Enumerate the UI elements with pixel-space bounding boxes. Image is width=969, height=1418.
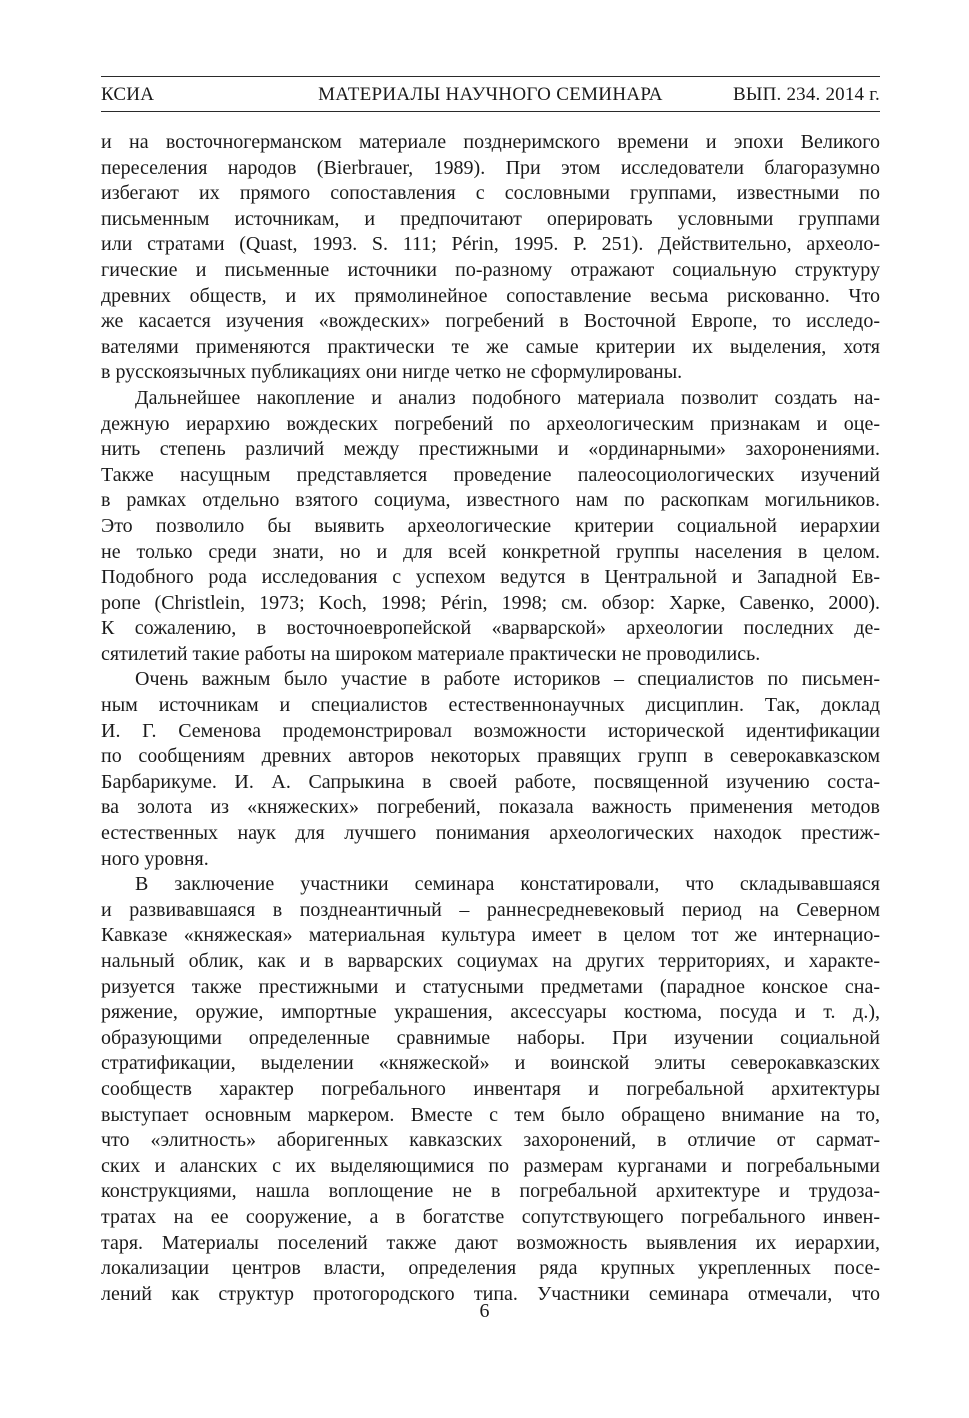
issue-info: ВЫП. 234. 2014 г. bbox=[732, 84, 880, 105]
text-line: сообществ характер погребального инвентаря и погребальной архитектуры bbox=[101, 1077, 880, 1100]
text-line: ропе (Christlein, 1973; Koch, 1998; Périn, 1998; см. обзор: Харке, Савенко, 2000). bbox=[101, 591, 880, 614]
text-line: стратификации, выделении «княжеской» и воинской элиты северокавказских bbox=[101, 1052, 880, 1075]
text-line: Также насущным представляется проведение палеосоциологических изучений bbox=[101, 463, 880, 486]
text-line: вателями применяются практически те же самые критерии их выделения, хотя bbox=[101, 335, 880, 358]
text-line: древних обществ, и их прямолинейное сопоставление весьма рискованно. Что bbox=[101, 284, 880, 307]
section-title: МАТЕРИАЛЫ НАУЧНОГО СЕМИНАРА bbox=[318, 84, 663, 105]
text-line: нить степень различий между престижными и «ординарными» захоронениями. bbox=[101, 438, 880, 461]
text-line: Дальнейшее накопление и анализ подобного материала позволит создать на- bbox=[135, 386, 880, 409]
text-line: таря. Материалы поселений также дают возможность выявления их иерархии, bbox=[101, 1231, 880, 1254]
text-line: ризуется также престижными и статусными предметами (парадное конское сна- bbox=[101, 975, 880, 998]
running-head bbox=[101, 84, 880, 110]
text-line: или стратами (Quast, 1993. S. 111; Périn, 1995. P. 251). Действительно, археоло- bbox=[101, 233, 880, 256]
journal-abbreviation: КСИА bbox=[101, 84, 155, 105]
text-line: в русскоязычных публикациях они нигде четко не сформулированы. bbox=[101, 361, 683, 384]
text-line: же касается изучения «вождеских» погребений в Восточной Европе, то исследо- bbox=[101, 310, 880, 333]
text-line: ряжение, оружие, импортные украшения, аксессуары костюма, посуда и т. д.), bbox=[101, 1001, 880, 1024]
page-number: 6 bbox=[479, 1300, 490, 1322]
text-line: по сообщениям древних авторов некоторых правящих групп в северокавказском bbox=[101, 745, 880, 768]
text-line: ских и аланских с их выделяющимися по размерам курганами и погребальными bbox=[101, 1154, 880, 1177]
text-line: выступает основным маркером. Вместе с тем было обращено внимание на то, bbox=[101, 1103, 880, 1126]
text-line: что «элитность» аборигенных кавказских захоронений, в отличие от сармат- bbox=[101, 1129, 880, 1152]
text-line: Очень важным было участие в работе историков – специалистов по письмен- bbox=[135, 668, 880, 691]
header-rule-bottom bbox=[101, 111, 880, 112]
text-line: В заключение участники семинара констатировали, что складывавшаяся bbox=[135, 873, 880, 896]
text-line: Это позволило бы выявить археологические критерии социальной иерархии bbox=[101, 514, 880, 537]
paragraph-1 bbox=[101, 130, 880, 386]
text-line: лений как структур протогородского типа. Участники семинара отмечали, что bbox=[101, 1282, 880, 1305]
text-line: конструкциями, нашла воплощение не в погребальной архитектуре и трудоза- bbox=[101, 1180, 880, 1203]
text-line: сятилетий такие работы на широком материале практически не проводились. bbox=[101, 642, 761, 665]
text-line: гические и письменные источники по-разному отражают социальную структуру bbox=[101, 258, 880, 281]
text-line: Подобного рода исследования с успехом ведутся в Центральной и Западной Ев- bbox=[101, 566, 880, 589]
text-line: Барбарикуме. И. А. Сапрыкина в своей работе, посвященной изучению соста- bbox=[101, 770, 880, 793]
text-line: К сожалению, в восточноевропейской «варварской» археологии последних де- bbox=[101, 617, 880, 640]
text-line: ва золота из «княжеских» погребений, показала важность применения методов bbox=[101, 796, 880, 819]
text-line: дежную иерархию вождеских погребений по археологическим признакам и оце- bbox=[101, 412, 880, 435]
text-line: в рамках отдельно взятого социума, известного нам по раскопкам могильников. bbox=[101, 489, 880, 512]
text-line: тратах на ее сооружение, а в богатстве сопутствующего погребального инвен- bbox=[101, 1205, 880, 1228]
text-line: И. Г. Семенова продемонстрировал возможности исторической идентификации bbox=[101, 719, 880, 742]
paragraph-3 bbox=[101, 667, 880, 872]
text-line: избегают их прямого сопоставления с сословными группами, известными по bbox=[101, 182, 880, 205]
header-rule-top bbox=[101, 76, 880, 77]
text-line: и на восточногерманском материале позднеримского времени и эпохи Великого bbox=[101, 131, 880, 153]
text-line: нальный облик, как и в варварских социумах на других территориях, и характе- bbox=[101, 950, 880, 972]
text-line: письменным источникам, и предпочитают оперировать условными группами bbox=[101, 207, 880, 230]
text-line: образующими определенные сравнимые наборы. При изучении социальной bbox=[101, 1026, 880, 1049]
text-line: ного уровня. bbox=[101, 847, 209, 870]
text-line: и развивавшаяся в позднеантичный – раннесредневековый период на Северном bbox=[101, 898, 880, 921]
text-line: не только среди знати, но и для всей конкретной группы населения в целом. bbox=[101, 540, 880, 563]
text-line: естественных наук для лучшего понимания археологических находок престиж- bbox=[101, 822, 880, 845]
text-line: локализации центров власти, определения ряда крупных укрепленных посе- bbox=[101, 1257, 880, 1280]
body-text bbox=[101, 130, 880, 1307]
text-line: Кавказе «княжеская» материальная культура имеет в целом тот же интернацио- bbox=[101, 924, 880, 947]
text-line: переселения народов (Bierbrauer, 1989). При этом исследователи благоразумно bbox=[101, 156, 880, 179]
paragraph-2 bbox=[101, 386, 880, 668]
paragraph-4 bbox=[101, 872, 880, 1307]
text-line: ным источникам и специалистов естественнонаучных дисциплин. Так, доклад bbox=[101, 694, 880, 717]
